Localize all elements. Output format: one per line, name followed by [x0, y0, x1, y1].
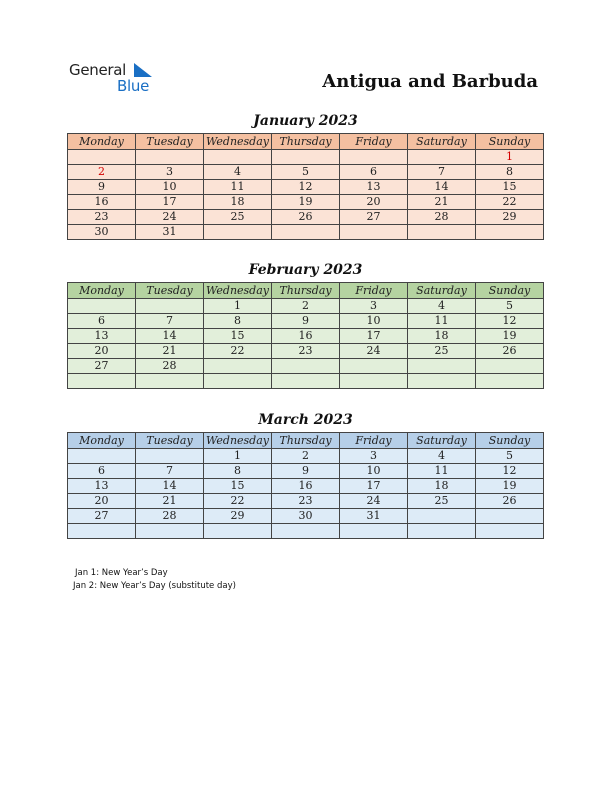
day-cell: 20	[340, 195, 408, 210]
day-header-thursday: Thursday	[272, 283, 340, 299]
day-cell	[136, 299, 204, 314]
day-cell: 12	[476, 464, 544, 479]
day-cell: 17	[340, 329, 408, 344]
day-cell: 11	[204, 180, 272, 195]
day-cell	[408, 509, 476, 524]
day-header-monday: Monday	[68, 283, 136, 299]
week-row	[68, 195, 544, 210]
day-cell: 12	[272, 180, 340, 195]
day-header-monday: Monday	[68, 134, 136, 150]
day-cell: 28	[408, 210, 476, 225]
day-cell: 2	[272, 299, 340, 314]
day-cell: 1	[204, 299, 272, 314]
week-row	[68, 165, 544, 180]
day-cell	[136, 449, 204, 464]
day-header-tuesday: Tuesday	[136, 283, 204, 299]
day-cell: 6	[68, 314, 136, 329]
day-cell: 22	[476, 195, 544, 210]
day-cell	[272, 374, 340, 389]
day-cell: 6	[68, 464, 136, 479]
day-cell	[272, 150, 340, 165]
day-header-friday: Friday	[340, 433, 408, 449]
week-row	[68, 479, 544, 494]
day-cell	[68, 150, 136, 165]
day-cell: 10	[340, 464, 408, 479]
day-cell	[340, 150, 408, 165]
day-cell: 9	[68, 180, 136, 195]
day-cell: 4	[408, 449, 476, 464]
day-cell: 25	[408, 494, 476, 509]
day-cell: 9	[272, 464, 340, 479]
week-row	[68, 344, 544, 359]
day-cell: 26	[272, 210, 340, 225]
week-row	[68, 359, 544, 374]
day-header-wednesday: Wednesday	[204, 433, 272, 449]
day-cell: 22	[204, 494, 272, 509]
day-cell	[272, 225, 340, 240]
day-cell: 28	[136, 359, 204, 374]
day-cell: 13	[68, 329, 136, 344]
day-cell: 19	[476, 329, 544, 344]
day-cell: 18	[408, 329, 476, 344]
day-cell: 7	[408, 165, 476, 180]
month-title-january: January 2023	[253, 113, 358, 129]
day-cell	[340, 359, 408, 374]
day-cell	[340, 524, 408, 539]
day-cell	[408, 359, 476, 374]
day-cell: 25	[408, 344, 476, 359]
day-cell: 18	[204, 195, 272, 210]
holiday-note: Jan 1: New Year’s Day	[75, 568, 168, 578]
day-cell: 3	[136, 165, 204, 180]
day-cell: 17	[340, 479, 408, 494]
day-cell: 24	[136, 210, 204, 225]
day-cell	[136, 150, 204, 165]
day-cell: 5	[272, 165, 340, 180]
day-cell	[476, 374, 544, 389]
day-header-sunday: Sunday	[476, 433, 544, 449]
month-title-march: March 2023	[258, 412, 353, 428]
day-cell: 26	[476, 344, 544, 359]
day-cell: 12	[476, 314, 544, 329]
day-cell: 30	[272, 509, 340, 524]
week-row	[68, 449, 544, 464]
day-cell: 20	[68, 344, 136, 359]
country-title: Antigua and Barbuda	[322, 71, 538, 92]
day-cell: 15	[476, 180, 544, 195]
day-cell: 14	[408, 180, 476, 195]
calendar-march	[67, 432, 544, 539]
week-row	[68, 374, 544, 389]
day-cell: 21	[136, 494, 204, 509]
day-cell	[68, 374, 136, 389]
day-header-tuesday: Tuesday	[136, 433, 204, 449]
day-cell	[476, 359, 544, 374]
day-cell	[204, 524, 272, 539]
logo	[69, 61, 169, 97]
day-cell: 22	[204, 344, 272, 359]
holiday-notes	[75, 567, 236, 593]
week-row	[68, 329, 544, 344]
day-cell: 4	[204, 165, 272, 180]
day-cell	[204, 150, 272, 165]
day-cell: 19	[272, 195, 340, 210]
month-title-february: February 2023	[248, 262, 363, 278]
day-header-monday: Monday	[68, 433, 136, 449]
week-row	[68, 225, 544, 240]
day-cell: 2	[68, 165, 136, 180]
day-cell: 24	[340, 494, 408, 509]
week-row	[68, 314, 544, 329]
day-cell: 28	[136, 509, 204, 524]
day-header-wednesday: Wednesday	[204, 283, 272, 299]
day-cell: 16	[272, 329, 340, 344]
day-cell: 23	[272, 344, 340, 359]
day-cell	[408, 374, 476, 389]
day-header-wednesday: Wednesday	[204, 134, 272, 150]
day-cell: 15	[204, 329, 272, 344]
day-cell: 27	[68, 509, 136, 524]
day-cell: 11	[408, 464, 476, 479]
day-cell: 7	[136, 464, 204, 479]
calendar-january	[67, 133, 544, 240]
day-cell: 13	[68, 479, 136, 494]
day-header-sunday: Sunday	[476, 283, 544, 299]
day-header-saturday: Saturday	[408, 134, 476, 150]
week-row	[68, 509, 544, 524]
day-cell	[340, 225, 408, 240]
day-cell: 3	[340, 299, 408, 314]
day-cell	[204, 225, 272, 240]
week-row	[68, 299, 544, 314]
day-cell: 17	[136, 195, 204, 210]
day-cell: 5	[476, 299, 544, 314]
day-cell: 26	[476, 494, 544, 509]
day-cell: 25	[204, 210, 272, 225]
week-row	[68, 464, 544, 479]
day-cell: 11	[408, 314, 476, 329]
day-cell: 21	[136, 344, 204, 359]
day-header-saturday: Saturday	[408, 433, 476, 449]
day-cell: 16	[68, 195, 136, 210]
week-row	[68, 524, 544, 539]
day-cell: 5	[476, 449, 544, 464]
day-header-sunday: Sunday	[476, 134, 544, 150]
day-cell: 10	[136, 180, 204, 195]
day-cell: 4	[408, 299, 476, 314]
logo-word-blue: Blue	[117, 77, 149, 95]
day-cell: 14	[136, 329, 204, 344]
day-header-saturday: Saturday	[408, 283, 476, 299]
day-cell: 13	[340, 180, 408, 195]
day-cell	[408, 150, 476, 165]
week-row	[68, 494, 544, 509]
day-cell: 16	[272, 479, 340, 494]
day-cell	[136, 374, 204, 389]
day-header-thursday: Thursday	[272, 134, 340, 150]
day-header-row	[68, 283, 544, 299]
day-cell	[68, 449, 136, 464]
day-header-row	[68, 134, 544, 150]
day-cell: 31	[136, 225, 204, 240]
day-cell: 8	[204, 314, 272, 329]
day-cell: 2	[272, 449, 340, 464]
day-cell: 6	[340, 165, 408, 180]
week-row	[68, 210, 544, 225]
day-cell: 18	[408, 479, 476, 494]
day-cell: 27	[68, 359, 136, 374]
day-cell: 21	[408, 195, 476, 210]
day-cell	[204, 374, 272, 389]
day-cell	[272, 359, 340, 374]
day-cell: 23	[272, 494, 340, 509]
day-cell: 1	[476, 150, 544, 165]
day-cell: 29	[204, 509, 272, 524]
day-cell: 8	[476, 165, 544, 180]
day-cell: 10	[340, 314, 408, 329]
day-cell	[408, 225, 476, 240]
day-cell: 19	[476, 479, 544, 494]
day-header-thursday: Thursday	[272, 433, 340, 449]
day-cell	[476, 509, 544, 524]
day-cell: 20	[68, 494, 136, 509]
day-cell	[136, 524, 204, 539]
day-cell: 1	[204, 449, 272, 464]
day-cell: 31	[340, 509, 408, 524]
day-cell: 15	[204, 479, 272, 494]
day-cell	[340, 374, 408, 389]
day-header-friday: Friday	[340, 134, 408, 150]
day-header-tuesday: Tuesday	[136, 134, 204, 150]
day-header-row	[68, 433, 544, 449]
day-cell: 14	[136, 479, 204, 494]
day-cell: 24	[340, 344, 408, 359]
day-cell	[476, 225, 544, 240]
calendar-february	[67, 282, 544, 389]
day-cell	[272, 524, 340, 539]
day-cell: 30	[68, 225, 136, 240]
day-cell: 7	[136, 314, 204, 329]
day-header-friday: Friday	[340, 283, 408, 299]
logo-word-general: General	[69, 61, 127, 79]
day-cell	[408, 524, 476, 539]
day-cell	[204, 359, 272, 374]
day-cell	[68, 299, 136, 314]
holiday-note: Jan 2: New Year’s Day (substitute day)	[73, 581, 236, 591]
week-row	[68, 150, 544, 165]
day-cell: 27	[340, 210, 408, 225]
day-cell: 3	[340, 449, 408, 464]
day-cell	[68, 524, 136, 539]
day-cell: 29	[476, 210, 544, 225]
day-cell: 9	[272, 314, 340, 329]
week-row	[68, 180, 544, 195]
day-cell: 8	[204, 464, 272, 479]
logo-triangle-icon	[134, 63, 152, 77]
day-cell: 23	[68, 210, 136, 225]
day-cell	[476, 524, 544, 539]
